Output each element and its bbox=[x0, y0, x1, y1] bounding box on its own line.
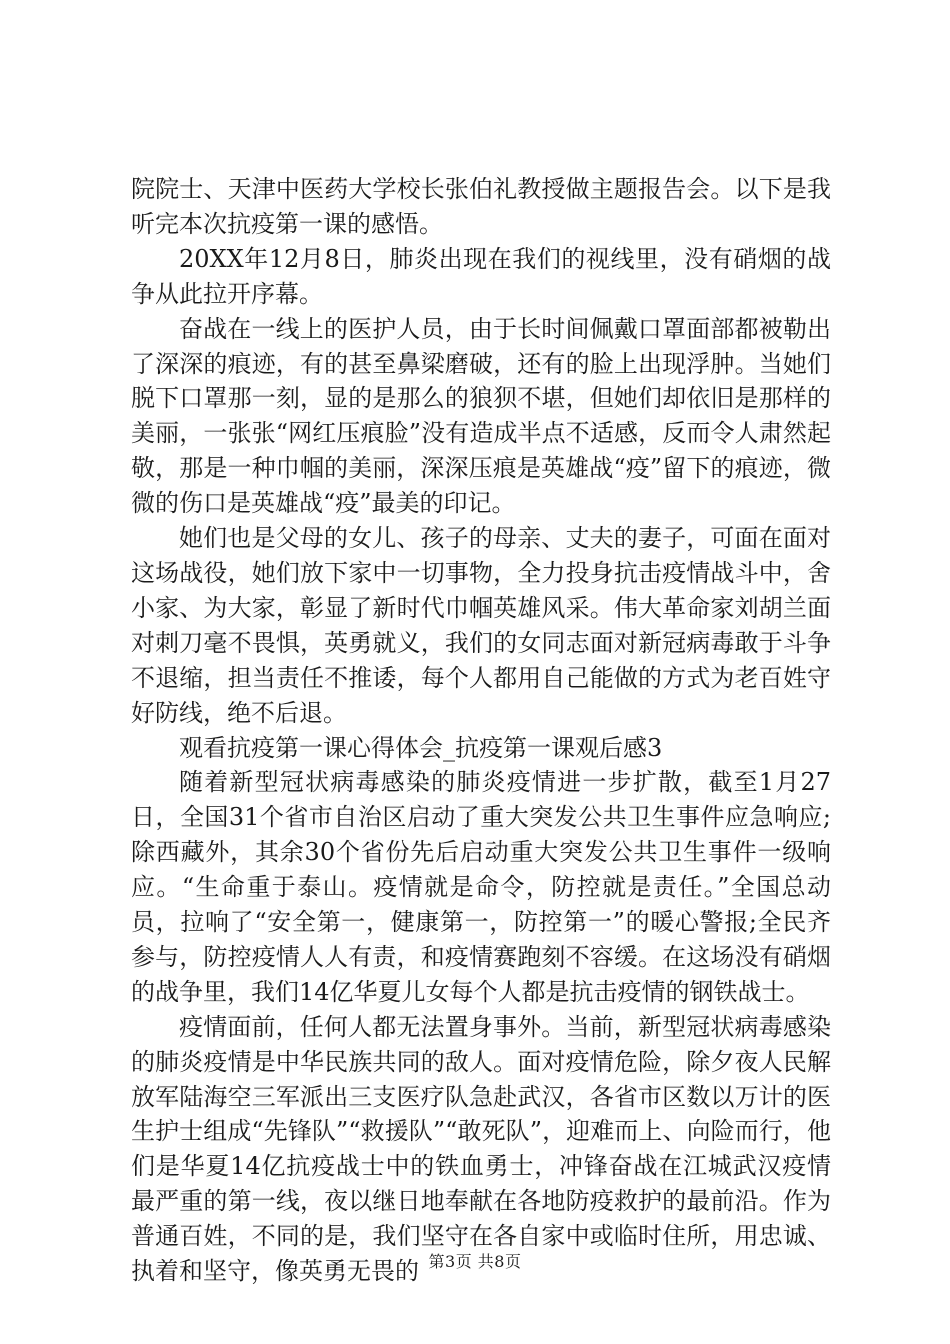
paragraph-6: 随着新型冠状病毒感染的肺炎疫情进一步扩散，截至1月27日，全国31个省市自治区启动了重大突发公共卫生事件应急响应;除西藏外，其余30个省份先后启动重大突发公共卫生事件一级响应。“生命重于泰山。疫情就是命令，防控就是责任。”全国总动员，拉响了“安全第一，健康第一，防控第一”的暖心警报;全民齐参与，防控疫情人人有责，和疫情赛跑刻不容缓。在这场没有硝烟的战争里，我们14亿华夏儿女每个人都是抗击疫情的钢铁战士。 bbox=[131, 768, 831, 1006]
paragraph-1: 院院士、天津中医药大学校长张伯礼教授做主题报告会。以下是我听完本次抗疫第一课的感悟。 bbox=[131, 175, 831, 238]
paragraph-2: 20XX年12月8日，肺炎出现在我们的视线里，没有硝烟的战争从此拉开序幕。 bbox=[131, 244, 831, 308]
paragraph-7: 疫情面前，任何人都无法置身事外。当前，新型冠状病毒感染的肺炎疫情是中华民族共同的敌人。面对疫情危险，除夕夜人民解放军陆海空三军派出三支医疗队急赴武汉，各省市区数以万计的医生护士组成“先锋队”“救援队”“敢死队”，迎难而上、向险而行，他们是华夏14亿抗疫战士中的铁血勇士，冲锋奋战在江城武汉疫情最严重的第一线，夜以继日地奉献在各地防疫救护的最前沿。作为普通百姓，不同的是，我们坚守在各自家中或临时住所，用忠诚、执着和坚守，像英勇无畏的 bbox=[131, 1012, 831, 1286]
document-body bbox=[131, 172, 831, 1289]
paragraph-3: 奋战在一线上的医护人员，由于长时间佩戴口罩面部都被勒出了深深的痕迹，有的甚至鼻梁磨破，还有的脸上出现浮肿。当她们脱下口罩那一刻，显的是那么的狼狈不堪，但她们却依旧是那样的美丽，一张张“网红压痕脸”没有造成半点不适感，反而令人肃然起敬，那是一种巾帼的美丽，深深压痕是英雄战“疫”留下的痕迹，微微的伤口是英雄战“疫”最美的印记。 bbox=[131, 314, 831, 518]
section-heading: 观看抗疫第一课心得体会_抗疫第一课观后感3 bbox=[179, 733, 663, 762]
page-number-footer: 第3页 共8页 bbox=[428, 1252, 522, 1271]
paragraph-4: 她们也是父母的女儿、孩子的母亲、丈夫的妻子，可面在面对这场战役，她们放下家中一切事物，全力投身抗击疫情战斗中，舍小家、为大家，彰显了新时代巾帼英雄风采。伟大革命家刘胡兰面对刺刀毫不畏惧，英勇就义，我们的女同志面对新冠病毒敢于斗争不退缩，担当责任不推诿，每个人都用自己能做的方式为老百姓守好防线，绝不后退。 bbox=[131, 524, 831, 727]
